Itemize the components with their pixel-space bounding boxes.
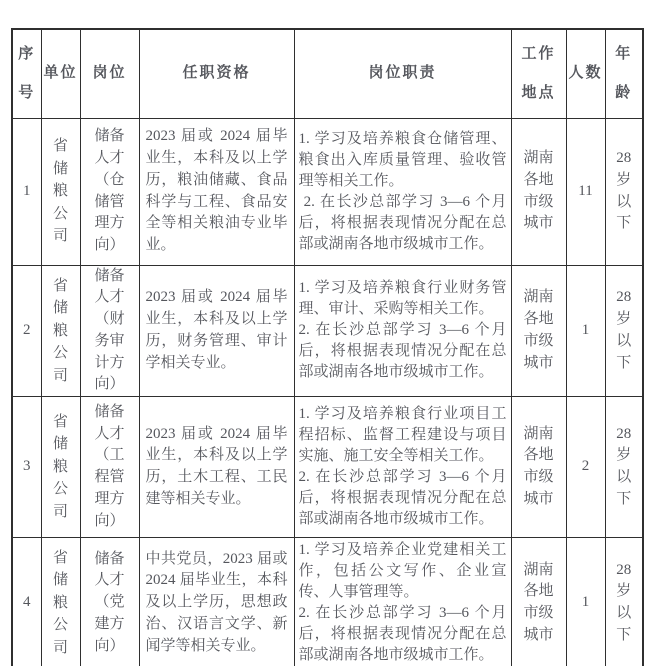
- cell-qualification: 2023 届或 2024 届毕业生，本科及以上学历，财务管理、审计学相关专业。: [139, 265, 294, 397]
- table-row: [12, 397, 643, 538]
- cell-location: 湖南各地市级城市: [511, 397, 566, 538]
- cell-seq: 1: [12, 118, 41, 265]
- duty-item: 2. 在长沙总部学习 3—6 个月后，将根据表现情况分配在总部或湖南各地市级城市工作。: [298, 605, 507, 663]
- duty-item: 1. 学习及培养粮食仓储管理、粮食出入库质量管理、验收管理等相关工作。: [298, 130, 507, 189]
- cell-location: 湖南各地市级城市: [511, 118, 566, 265]
- col-header-unit: 单位: [41, 29, 80, 118]
- cell-qualification: 2023 届或 2024 届毕业生，本科及以上学历，粮油储藏、食品科学与工程、食品安全等相关粮油专业毕业。: [139, 118, 294, 265]
- col-header-location: 工作地点: [511, 29, 566, 118]
- cell-unit: 省储粮公司: [41, 397, 80, 538]
- cell-location: 湖南各地市级城市: [511, 265, 566, 397]
- cell-seq: 4: [12, 538, 41, 666]
- table-row: [12, 538, 643, 666]
- table-row: [12, 265, 643, 397]
- col-header-age: 年龄: [605, 29, 643, 118]
- cell-position: 储备人才（工程管理方向）: [80, 397, 139, 538]
- cell-seq: 3: [12, 397, 41, 538]
- recruitment-table: [11, 28, 644, 666]
- cell-position: 储备人才（财务审计方向）: [80, 265, 139, 397]
- duty-item: 2. 在长沙总部学习 3—6 个月后，将根据表现情况分配在总部或湖南各地市级城市工作。: [298, 469, 507, 527]
- cell-qualification: 2023 届或 2024 届毕业生，本科及以上学历，土木工程、工民建等相关专业。: [139, 397, 294, 538]
- col-header-duties: 岗位职责: [294, 29, 511, 118]
- cell-duties: [294, 118, 511, 265]
- col-header-qualification: 任职资格: [139, 29, 294, 118]
- cell-headcount: 1: [566, 265, 605, 397]
- header-row: [12, 29, 643, 118]
- cell-unit: 省储粮公司: [41, 118, 80, 265]
- duty-item: 1. 学习及培养粮食行业财务管理、审计、采购等相关工作。: [298, 280, 507, 318]
- cell-age: 28岁以下: [605, 265, 643, 397]
- cell-headcount: 11: [566, 118, 605, 265]
- cell-age: 28岁以下: [605, 118, 643, 265]
- cell-qualification: 中共党员，2023 届或 2024 届毕业生，本科及以上学历，思想政治、汉语言文学、新闻学等相关专业。: [139, 538, 294, 666]
- duty-item: 1. 学习及培养粮食行业项目工程招标、监督工程建设与项目实施、施工安全等相关工作。: [298, 406, 507, 464]
- cell-duties: [294, 538, 511, 666]
- cell-position: 储备人才（仓储管理方向）: [80, 118, 139, 265]
- duty-item: 2. 在长沙总部学习 3—6 个月后，将根据表现情况分配在总部或湖南各地市级城市工作。: [298, 322, 507, 381]
- cell-unit: 省储粮公司: [41, 538, 80, 666]
- cell-headcount: 1: [566, 538, 605, 666]
- cell-age: 28岁以下: [605, 397, 643, 538]
- cell-duties: [294, 397, 511, 538]
- cell-age: 28岁以下: [605, 538, 643, 666]
- duty-item: 2. 在长沙总部学习 3—6 个月后，将根据表现情况分配在总部或湖南各地市级城市工作。: [298, 193, 507, 252]
- col-header-headcount: 人数: [566, 29, 605, 118]
- cell-seq: 2: [12, 265, 41, 397]
- duty-item: 1. 学习及培养企业党建相关工作，包括公文写作、企业宣传、人事管理等。: [298, 542, 507, 600]
- cell-position: 储备人才（党建方向）: [80, 538, 139, 666]
- cell-location: 湖南各地市级城市: [511, 538, 566, 666]
- cell-headcount: 2: [566, 397, 605, 538]
- col-header-position: 岗位: [80, 29, 139, 118]
- col-header-seq: 序号: [12, 29, 41, 118]
- table-row: [12, 118, 643, 265]
- cell-duties: [294, 265, 511, 397]
- cell-unit: 省储粮公司: [41, 265, 80, 397]
